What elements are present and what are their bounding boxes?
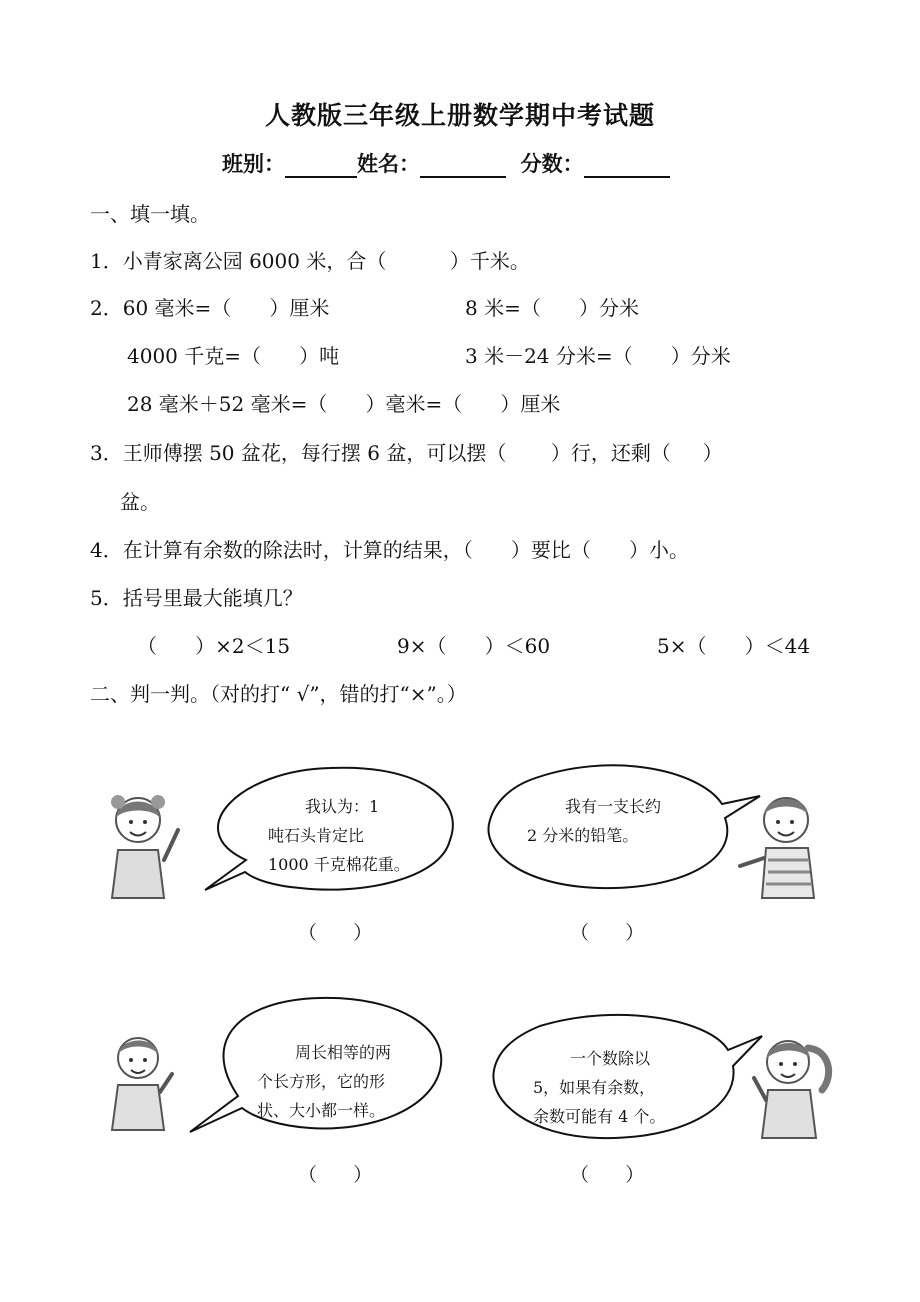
class-label: 班别：: [222, 151, 285, 176]
section1-heading: 一、填一填。: [90, 202, 210, 226]
question-1: 1．小青家离公园 6000 米，合（ ）千米。: [90, 249, 530, 273]
boy-illustration-1: [728, 788, 828, 903]
question-5: 5．括号里最大能填几？: [90, 586, 303, 610]
question-2d: 3 米－24 分米=（ ）分米: [465, 344, 731, 368]
question-2c: 4000 千克=（ ）吨: [127, 344, 340, 368]
girl-illustration-2: [738, 1032, 838, 1142]
answer-blank-2[interactable]: （ ）: [570, 922, 645, 944]
question-5c: 5×（ ）＜44: [657, 634, 811, 658]
answer-blank-1[interactable]: （ ）: [298, 922, 373, 944]
bubble-2-line-2: 2 分米的铅笔。: [527, 826, 639, 845]
bubble-4-line-1: 一个数除以: [570, 1049, 651, 1068]
answer-blank-3[interactable]: （ ）: [298, 1164, 373, 1186]
name-label: 姓名：: [357, 151, 420, 176]
question-4: 4．在计算有余数的除法时，计算的结果，（ ）要比（ ）小。: [90, 538, 690, 562]
bubble-4-line-3: 余数可能有 4 个。: [533, 1107, 666, 1126]
bubble-1-line-2: 吨石头肯定比: [268, 826, 365, 845]
girl-illustration-1: [98, 790, 198, 905]
answer-blank-4[interactable]: （ ）: [570, 1164, 645, 1186]
student-info-line: [222, 148, 670, 178]
class-blank[interactable]: [285, 154, 357, 178]
bubble-1-line-1: 我认为：1: [305, 797, 380, 816]
bubble-3-line-2: 个长方形，它的形: [257, 1072, 386, 1091]
section2-heading: 二、判一判。（对的打“ √”，错的打“×”。）: [90, 682, 467, 706]
question-5a: （ ）×2＜15: [137, 634, 291, 658]
question-3-line2: 盆。: [120, 490, 160, 514]
question-3-line1: 3．王师傅摆 50 盆花，每行摆 6 盆，可以摆（ ）行，还剩（ ）: [90, 441, 723, 465]
question-2e: 28 毫米＋52 毫米=（ ）毫米=（ ）厘米: [127, 392, 561, 416]
page-title: 人教版三年级上册数学期中考试题: [264, 101, 655, 130]
name-blank[interactable]: [420, 154, 506, 178]
bubble-3-line-3: 状、大小都一样。: [257, 1101, 386, 1120]
bubble-4-line-2: 5，如果有余数，: [533, 1078, 656, 1097]
bubble-1-line-3: 1000 千克棉花重。: [268, 855, 410, 874]
score-blank[interactable]: [584, 154, 670, 178]
question-2b: 8 米=（ ）分米: [465, 296, 639, 320]
question-2a: 2．60 毫米=（ ）厘米: [90, 296, 330, 320]
bubble-2-line-1: 我有一支长约: [565, 797, 662, 816]
bubble-3-line-1: 周长相等的两: [295, 1043, 392, 1062]
boy-illustration-2: [100, 1030, 190, 1135]
question-5b: 9×（ ）＜60: [397, 634, 551, 658]
score-label: 分数：: [520, 151, 584, 176]
